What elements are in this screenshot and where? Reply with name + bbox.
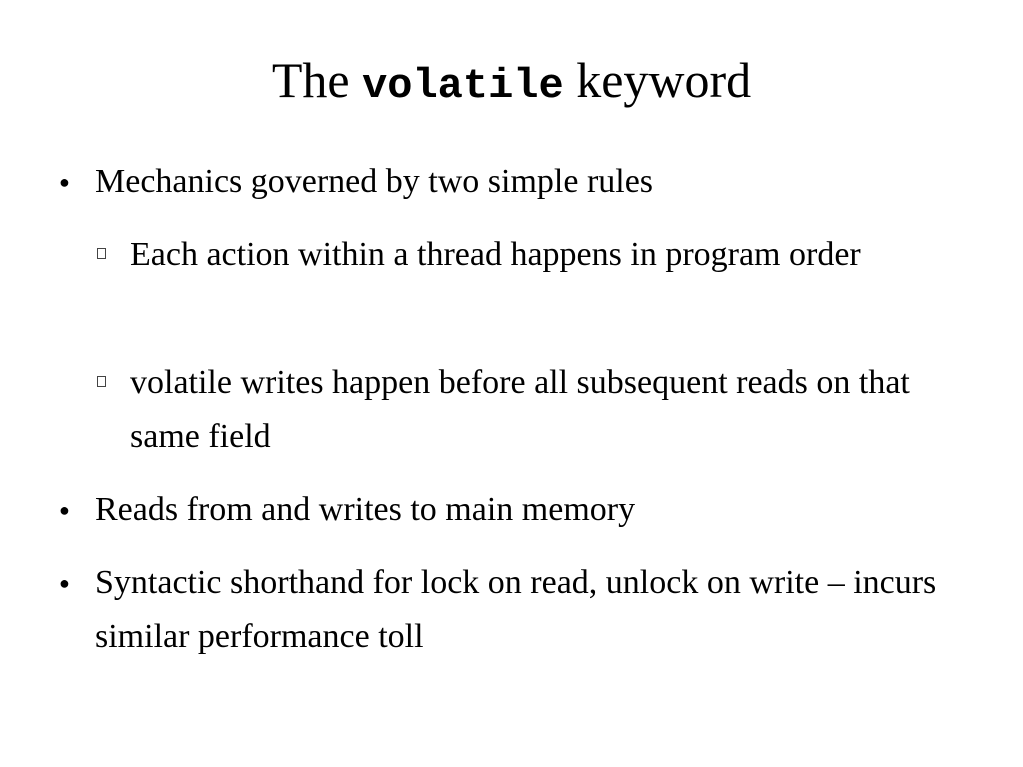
bullet-dot-icon: ● [59, 172, 70, 192]
sub-bullet-text: Each action within a thread happens in program order [130, 236, 861, 273]
bullet-text: Reads from and writes to main memory [95, 491, 636, 528]
sub-bullet-item-1 [130, 228, 975, 282]
sub-bullet-box-icon [97, 376, 106, 387]
bullet-dot-icon: ● [59, 573, 70, 593]
title-prefix: The [271, 52, 350, 108]
bullet-dot-icon: ● [59, 500, 70, 520]
bullet-text: Mechanics governed by two simple rules [95, 163, 654, 200]
title-code-keyword: volatile [362, 62, 564, 110]
title-suffix: keyword [576, 52, 752, 108]
bullet-item-3 [59, 556, 975, 664]
bullet-text: Syntactic shorthand for lock on read, unlock on write – incurs similar performance toll [95, 564, 937, 655]
bullet-item-1 [59, 155, 975, 209]
sub-bullet-box-icon [97, 248, 106, 259]
sub-bullet-text: volatile writes happen before all subsequent reads on that same field [130, 364, 910, 455]
slide-title [0, 48, 1023, 118]
sub-bullet-item-2 [130, 356, 975, 464]
bullet-item-2 [59, 483, 975, 537]
